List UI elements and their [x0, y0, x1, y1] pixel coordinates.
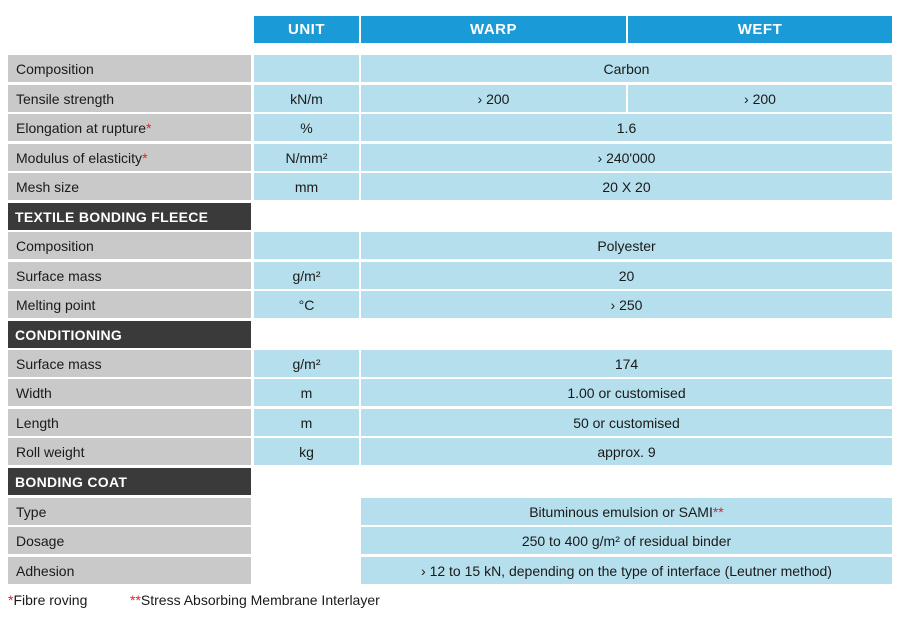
label-text: Composition	[16, 60, 94, 77]
label-text: Elongation at rupture	[16, 119, 146, 136]
header-weft: WEFT	[628, 16, 892, 43]
row-elongation-unit: %	[254, 114, 359, 141]
label-text: Width	[16, 384, 52, 401]
row-fleece-composition-label	[8, 232, 251, 259]
label-text: Dosage	[16, 532, 65, 549]
row-melting-label	[8, 291, 251, 318]
row-adhesion-value: › 12 to 15 kN, depending on the type of interface (Leutner method)	[361, 557, 892, 584]
row-modulus-unit: N/mm²	[254, 144, 359, 171]
row-tensile-weft: › 200	[628, 85, 892, 112]
label-text: Surface mass	[16, 355, 102, 372]
row-fleece-surface-mass-value: 20	[361, 262, 892, 289]
label-text: Composition	[16, 237, 94, 254]
row-type-label	[8, 498, 251, 525]
label-text: Length	[16, 414, 59, 431]
row-melting-unit: °C	[254, 291, 359, 318]
label-text: Modulus of elasticity	[16, 149, 143, 166]
row-mesh-value: 20 X 20	[361, 173, 892, 200]
value-text: Bituminous emulsion or SAMI	[529, 503, 713, 520]
row-dosage-label	[8, 527, 251, 554]
footnote-text: Fibre roving	[13, 592, 88, 608]
asterisk-mark: *	[145, 119, 152, 136]
row-length-label	[8, 409, 251, 436]
row-fleece-surface-mass-label	[8, 262, 251, 289]
footnote-mark: *	[8, 592, 14, 608]
header-warp: WARP	[361, 16, 626, 43]
label-text: Mesh size	[16, 178, 80, 195]
row-mesh-label	[8, 173, 251, 200]
label-text: Type	[16, 503, 47, 520]
row-modulus-value: › 240'000	[361, 144, 892, 171]
row-roll-weight-value: approx. 9	[361, 438, 892, 465]
row-elongation-label	[8, 114, 251, 141]
row-length-value: 50 or customised	[361, 409, 892, 436]
row-dosage-value: 250 to 400 g/m² of residual binder	[361, 527, 892, 554]
row-adhesion-label	[8, 557, 251, 584]
row-tensile-warp: › 200	[361, 85, 626, 112]
row-melting-value: › 250	[361, 291, 892, 318]
row-width-value: 1.00 or customised	[361, 379, 892, 406]
row-fleece-composition-unit	[254, 232, 359, 259]
label-text: Tensile strength	[16, 90, 115, 107]
row-cond-surface-mass-value: 174	[361, 350, 892, 377]
row-modulus-label	[8, 144, 251, 171]
section-title-bonding-coat: BONDING COAT	[8, 468, 251, 495]
label-text: Adhesion	[16, 562, 75, 579]
footnote-fibre-roving	[8, 592, 87, 608]
footnote-sami	[130, 592, 380, 608]
footnote-text: Stress Absorbing Membrane Interlayer	[140, 592, 380, 608]
section-title-conditioning: CONDITIONING	[8, 321, 251, 348]
label-text: Surface mass	[16, 267, 102, 284]
row-elongation-value: 1.6	[361, 114, 892, 141]
row-composition-label	[8, 55, 251, 82]
row-tensile-label	[8, 85, 251, 112]
row-composition-value: Carbon	[361, 55, 892, 82]
header-unit: UNIT	[254, 16, 359, 43]
row-fleece-surface-mass-unit: g/m²	[254, 262, 359, 289]
row-cond-surface-mass-label	[8, 350, 251, 377]
footnote-mark: **	[130, 592, 141, 608]
row-fleece-composition-value: Polyester	[361, 232, 892, 259]
row-tensile-unit: kN/m	[254, 85, 359, 112]
label-text: Roll weight	[16, 443, 85, 460]
double-asterisk-mark: **	[712, 503, 724, 520]
section-title-fleece: TEXTILE BONDING FLEECE	[8, 203, 251, 230]
row-type-value	[361, 498, 892, 525]
row-mesh-unit: mm	[254, 173, 359, 200]
row-roll-weight-label	[8, 438, 251, 465]
row-width-unit: m	[254, 379, 359, 406]
row-composition-unit	[254, 55, 359, 82]
row-cond-surface-mass-unit: g/m²	[254, 350, 359, 377]
row-roll-weight-unit: kg	[254, 438, 359, 465]
asterisk-mark: *	[142, 149, 148, 166]
row-width-label	[8, 379, 251, 406]
label-text: Melting point	[16, 296, 96, 313]
row-length-unit: m	[254, 409, 359, 436]
